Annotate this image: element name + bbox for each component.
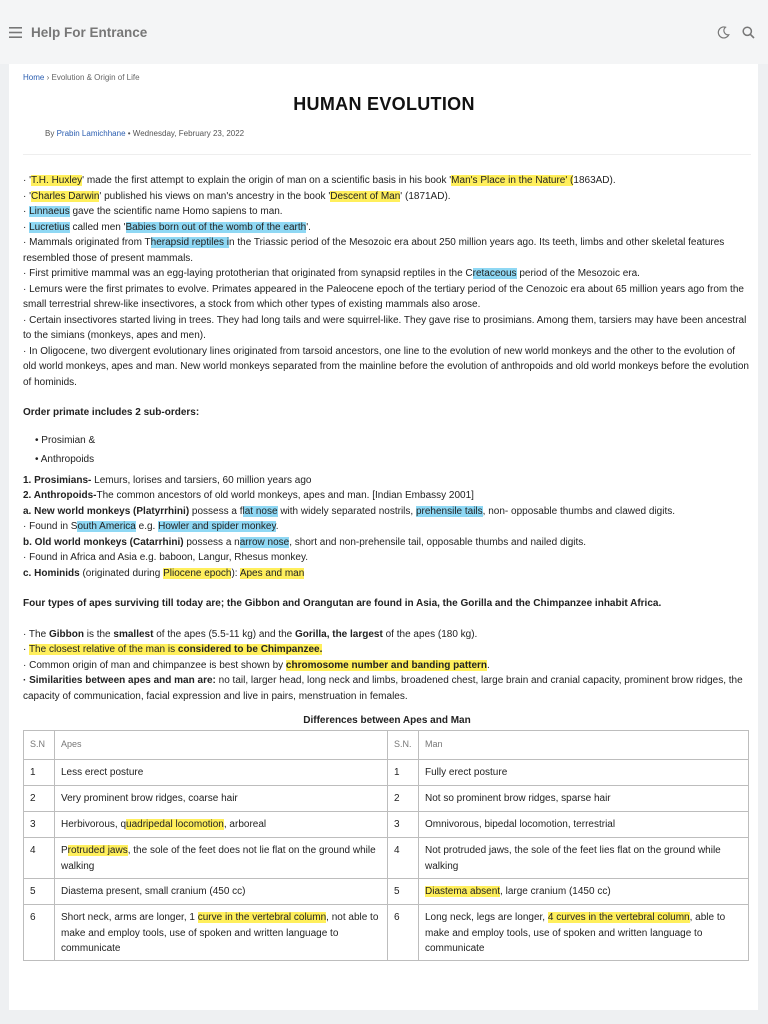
man-cell: Diastema absent, large cranium (1450 cc) — [419, 879, 749, 905]
fact-paragraph: · Lucretius called men 'Babies born out of the womb of the earth'. — [23, 221, 311, 233]
breadcrumb-category[interactable]: Evolution & Origin of Life — [51, 73, 140, 82]
man-cell: Omnivorous, bipedal locomotion, terrestrial — [419, 812, 749, 838]
table-header-row — [24, 731, 749, 760]
fact-paragraph: · 'Charles Darwin' published his views on man's ancestry in the book 'Descent of Man' (1871AD). — [23, 190, 451, 202]
site-brand[interactable]: Help For Entrance — [31, 25, 148, 40]
ape-cell: Diastema present, small cranium (450 cc) — [55, 879, 388, 905]
fact-paragraph: · Linnaeus gave the scientific name Homo sapiens to man. — [23, 206, 283, 217]
ape-cell: Herbivorous, quadripedal locomotion, arboreal — [55, 812, 388, 838]
classification-line: 1. Prosimians- Lemurs, lorises and tarsiers, 60 million years ago — [23, 474, 312, 486]
section-heading: Order primate includes 2 sub-orders: — [23, 407, 200, 418]
dark-mode-moon-icon[interactable] — [717, 26, 730, 39]
top-bar — [0, 0, 768, 64]
list-item: • Prosimian & — [35, 434, 96, 446]
breadcrumb — [23, 73, 140, 82]
sn-cell: 5 — [24, 879, 55, 905]
fact-paragraph: · The Gibbon is the smallest of the apes (5.5-11 kg) and the Gorilla, the largest of the apes (180 kg). — [23, 628, 478, 640]
menu-icon[interactable] — [9, 27, 22, 38]
column-header: S.N. — [388, 731, 419, 760]
list-item: • Anthropoids — [35, 453, 95, 465]
table-row — [24, 812, 749, 838]
ape-cell: Less erect posture — [55, 760, 388, 786]
sn-cell: 4 — [388, 838, 419, 879]
article-body — [23, 173, 751, 961]
section-heading: Four types of apes surviving till today are; the Gibbon and Orangutan are found in Asia, the Gorilla and the Chimpanzee inhabit Africa. — [23, 598, 662, 609]
fact-paragraph: · Lemurs were the first primates to evolve. Primates appeared in the Paleocene epoch of the tertiary period of the Cenozoic era about 65 million years ago from the small terrestrial shrew-like insectivores, a stock from which other types of existing mammals also arose. — [23, 283, 744, 310]
fact-paragraph: · Mammals originated from Therapsid reptiles in the Triassic period of the Mesozoic era about 250 million years ago. Its teeth, limbs and other skeletal features resembled those of present mammals. — [23, 237, 725, 264]
classification-line: · Found in South America e.g. Howler and spider monkey. — [23, 521, 279, 532]
classification-line: a. New world monkeys (Platyrrhini) possess a flat nose with widely separated nostrils, prehensile tails, non- opposable thumbs and clawed digits. — [23, 505, 676, 517]
author-link[interactable]: Prabin Lamichhane — [56, 129, 126, 138]
ape-cell: Very prominent brow ridges, coarse hair — [55, 786, 388, 812]
byline-separator: • — [127, 129, 131, 138]
table-row — [24, 879, 749, 905]
fact-paragraph: · First primitive mammal was an egg-laying prototherian that originated from synapsid reptiles in the Cretaceous period of the Mesozoic era. — [23, 268, 640, 279]
classification-line: · Found in Africa and Asia e.g. baboon, Langur, Rhesus monkey. — [23, 552, 308, 563]
man-cell: Not protruded jaws, the sole of the feet lies flat on the ground while walking — [419, 838, 749, 879]
sn-cell: 2 — [388, 786, 419, 812]
sn-cell: 4 — [24, 838, 55, 879]
byline — [45, 129, 244, 138]
classification-line: b. Old world monkeys (Catarrhini) possess a narrow nose, short and non-prehensile tail, opposable thumbs and nailed digits. — [23, 536, 587, 548]
table-row — [24, 786, 749, 812]
page-title: HUMAN EVOLUTION — [293, 94, 475, 114]
suborder-list — [35, 431, 751, 469]
sn-cell: 6 — [24, 905, 55, 961]
fact-paragraph: · Certain insectivores started living in trees. They had long tails and were squirrel-like. They gave rise to prosimians. Among them, tarsiers may have been ancestral to the simians (monkeys, apes and men). — [23, 314, 747, 341]
table-title: Differences between Apes and Man — [303, 715, 471, 726]
breadcrumb-home-link[interactable]: Home — [23, 73, 45, 82]
search-icon[interactable] — [742, 26, 755, 39]
fact-paragraph: · The closest relative of the man is considered to be Chimpanzee. — [23, 644, 323, 655]
fact-paragraph: · In Oligocene, two divergent evolutionary lines originated from tarsoid ancestors, one line to the evolution of new world monkeys and the other to the evolution of old world monkeys, apes and man. New world monkeys separated from the mainline before the evolution of anthropoids and old world monkeys before the evolution of hominids. — [23, 345, 749, 388]
table-row — [24, 760, 749, 786]
column-header: S.N — [24, 731, 55, 760]
divider — [23, 154, 751, 155]
sn-cell: 1 — [24, 760, 55, 786]
sn-cell: 2 — [24, 786, 55, 812]
classification-line: c. Hominids (originated during Pliocene epoch): Apes and man — [23, 567, 305, 579]
differences-table — [23, 730, 749, 961]
sn-cell: 1 — [388, 760, 419, 786]
man-cell: Not so prominent brow ridges, sparse hair — [419, 786, 749, 812]
byline-prefix: By — [45, 129, 55, 138]
column-header: Man — [419, 731, 749, 760]
sn-cell: 6 — [388, 905, 419, 961]
ape-cell: Protruded jaws, the sole of the feet does not lie flat on the ground while walking — [55, 838, 388, 879]
breadcrumb-separator: › — [46, 73, 50, 82]
sn-cell: 3 — [24, 812, 55, 838]
fact-paragraph: · 'T.H. Huxley' made the first attempt to explain the origin of man on a scientific basis in his book 'Man's Place in the Nature' (1863AD). — [23, 175, 616, 186]
table-row — [24, 905, 749, 961]
man-cell: Long neck, legs are longer, 4 curves in the vertebral column, able to make and employ tools, use of spoken and written language to communicate — [419, 905, 749, 961]
column-header: Apes — [55, 731, 388, 760]
classification-line: 2. Anthropoids-The common ancestors of old world monkeys, apes and man. [Indian Embassy 2001] — [23, 490, 474, 501]
post-date: Wednesday, February 23, 2022 — [132, 129, 245, 138]
fact-paragraph: · Similarities between apes and man are: no tail, larger head, long neck and limbs, broadened chest, large brain and cranial capacity, prominent brow ridges, the capacity of communication, facial expression and live in pairs, menstruation in females. — [23, 675, 743, 702]
man-cell: Fully erect posture — [419, 760, 749, 786]
fact-paragraph: · Common origin of man and chimpanzee is best shown by chromosome number and banding pattern. — [23, 659, 490, 671]
ape-cell: Short neck, arms are longer, 1 curve in the vertebral column, not able to make and employ tools, use of spoken and written language to communicate — [55, 905, 388, 961]
table-row — [24, 838, 749, 879]
sn-cell: 5 — [388, 879, 419, 905]
sn-cell: 3 — [388, 812, 419, 838]
